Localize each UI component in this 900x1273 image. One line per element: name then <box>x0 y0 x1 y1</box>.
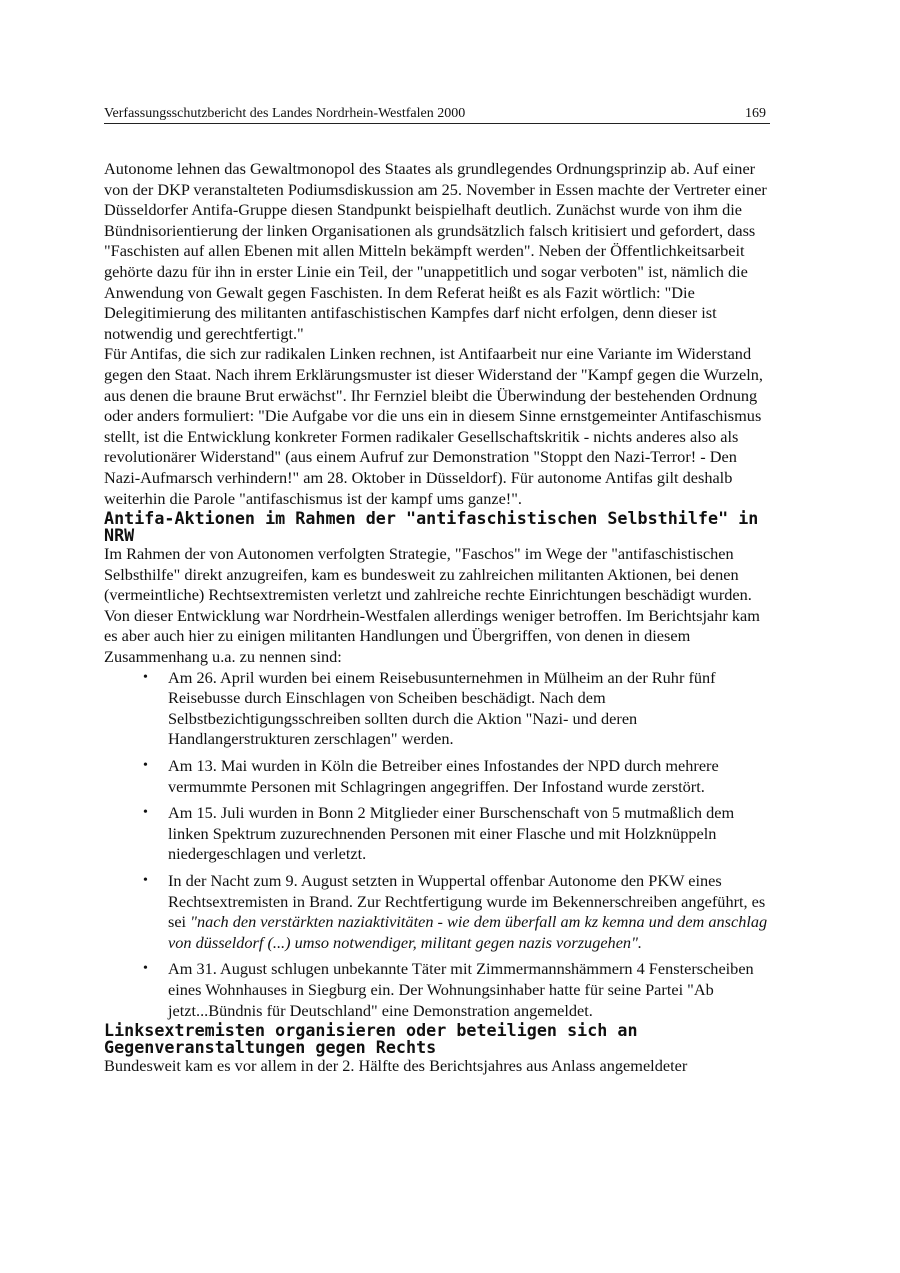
list-item <box>143 667 770 750</box>
paragraph-autonome-gewaltmonopol: Autonome lehnen das Gewaltmonopol des Staates als grundlegendes Ordnungsprinzip ab. Auf einer von der DKP veranstalteten Podiumsdiskussion am 25. November in Essen machte der Vertreter einer Düsseldorfer Antifa-Gruppe diesen Standpunkt beispielhaft deutlich. Zunächst wurde von ihm die Bündnisorientierung der linken Organisationen als grundsätzlich falsch kritisiert und gefordert, dass "Faschisten auf allen Ebenen mit allen Mitteln bekämpft werden". Neben der Öffentlichkeitsarbeit gehörte dazu für ihn in erster Linie ein Teil, der "unappetitlich und sogar verboten" ist, nämlich die Anwendung von Gewalt gegen Faschisten. In dem Referat heißt es als Fazit wörtlich: "Die Delegitimierung des militanten antifaschistischen Kampfes darf nicht erfolgen, denn dieser ist notwendig und gerechtfertigt." <box>104 159 767 343</box>
list-item <box>143 959 770 1021</box>
event-text: Am 31. August schlugen unbekannte Täter mit Zimmermannshämmern 4 Fensterscheiben eines Wohnhauses in Siegburg ein. Der Wohnungsinhaber hatte für seine Partei "Ab jetzt...Bündnis für Deutschland" eine Demonstration angemeldet. <box>168 959 754 1020</box>
document-page <box>104 106 770 1077</box>
bullet-icon: • <box>143 669 148 685</box>
list-item <box>143 871 770 953</box>
section-heading-gegenveranstaltungen: Linksextremisten organisieren oder beteiligen sich an Gegenveranstaltungen gegen Rechts <box>104 1020 638 1058</box>
list-item <box>143 756 770 797</box>
paragraph-selbsthilfe-strategie: Im Rahmen der von Autonomen verfolgten Strategie, "Faschos" im Wege der "antifaschistischen Selbsthilfe" direkt anzugreifen, kam es bundesweit zu zahlreichen militanten Aktionen, bei denen (vermeintliche) Rechtsextremisten verletzt und zahlreiche rechte Einrichtungen beschädigt wurden. Von dieser Entwicklung war Nordrhein-Westfalen allerdings weniger betroffen. Im Berichtsjahr kam es aber auch hier zu einigen militanten Handlungen und Übergriffen, von denen in diesem Zusammenhang u.a. zu nennen sind: <box>104 544 760 667</box>
paragraph-bundesweit: Bundesweit kam es vor allem in der 2. Hälfte des Berichtsjahres aus Anlass angemeldeter <box>104 1056 688 1076</box>
page-number: 169 <box>745 106 766 121</box>
header-title: Verfassungsschutzbericht des Landes Nordrhein-Westfalen 2000 <box>104 106 466 121</box>
paragraph-antifas-widerstand: Für Antifas, die sich zur radikalen Linken rechnen, ist Antifaarbeit nur eine Variante im Widerstand gegen den Staat. Nach ihrem Erklärungsmuster ist dieser Widerstand der "Kampf gegen die Wurzeln, aus denen die braune Brut erwächst". Ihr Fernziel bleibt die Überwindung der bestehenden Ordnung oder anders formuliert: "Die Aufgabe vor die uns ein in diesem Sinne ernstgemeinter Antifaschismus stellt, ist die Entwicklung konkreter Formen radikaler Gesellschaftskritik - nichts anderes also als revolutionärer Widerstand" (aus einem Aufruf zur Demonstration "Stoppt den Nazi-Terror! - Den Nazi-Aufmarsch verhindern!" am 28. Oktober in Düsseldorf). Für autonome Antifas gilt deshalb weiterhin die Parole "antifaschismus ist der kampf ums ganze!". <box>104 344 763 508</box>
event-text: Am 13. Mai wurden in Köln die Betreiber eines Infostandes der NPD durch mehrere vermummte Personen mit Schlagringen angegriffen. Der Infostand wurde zerstört. <box>168 756 719 796</box>
bullet-icon: • <box>143 758 148 774</box>
bullet-icon: • <box>143 873 148 888</box>
bullet-icon: • <box>143 805 148 821</box>
running-header <box>104 106 770 124</box>
event-text: In der Nacht zum 9. August setzten in Wuppertal offenbar Autonome den PKW eines Rechtsextremisten in Brand. Zur Rechtfertigung wurde im Bekennerschreiben angeführt, es sei <box>168 871 766 932</box>
event-text: Am 15. Juli wurden in Bonn 2 Mitglieder einer Burschenschaft von 5 mutmaßlich dem linken Spektrum zuzurechnenden Personen mit einer Flasche und mit Holzknüppeln niedergeschlagen und verletzt. <box>168 803 735 864</box>
event-list <box>104 668 770 1022</box>
list-item <box>143 803 770 865</box>
event-text: Am 26. April wurden bei einem Reisebusunternehmen in Mülheim an der Ruhr fünf Reisebusse durch Einschlagen von Scheiben beschädigt. Nach dem Selbstbezichtigungsschreiben sollten durch die Aktion "Nazi- und deren Handlangerstrukturen zerschlagen" werden. <box>168 667 716 749</box>
section-heading-antifa-aktionen: Antifa-Aktionen im Rahmen der "antifaschistischen Selbsthilfe" in NRW <box>104 508 759 546</box>
body-text <box>104 159 770 1077</box>
event-quote: "nach den verstärkten naziaktivitäten - wie dem überfall am kz kemna und dem anschlag von düsseldorf (...) umso notwendiger, militant gegen nazis vorzugehen". <box>168 912 768 952</box>
bullet-icon: • <box>143 961 148 977</box>
